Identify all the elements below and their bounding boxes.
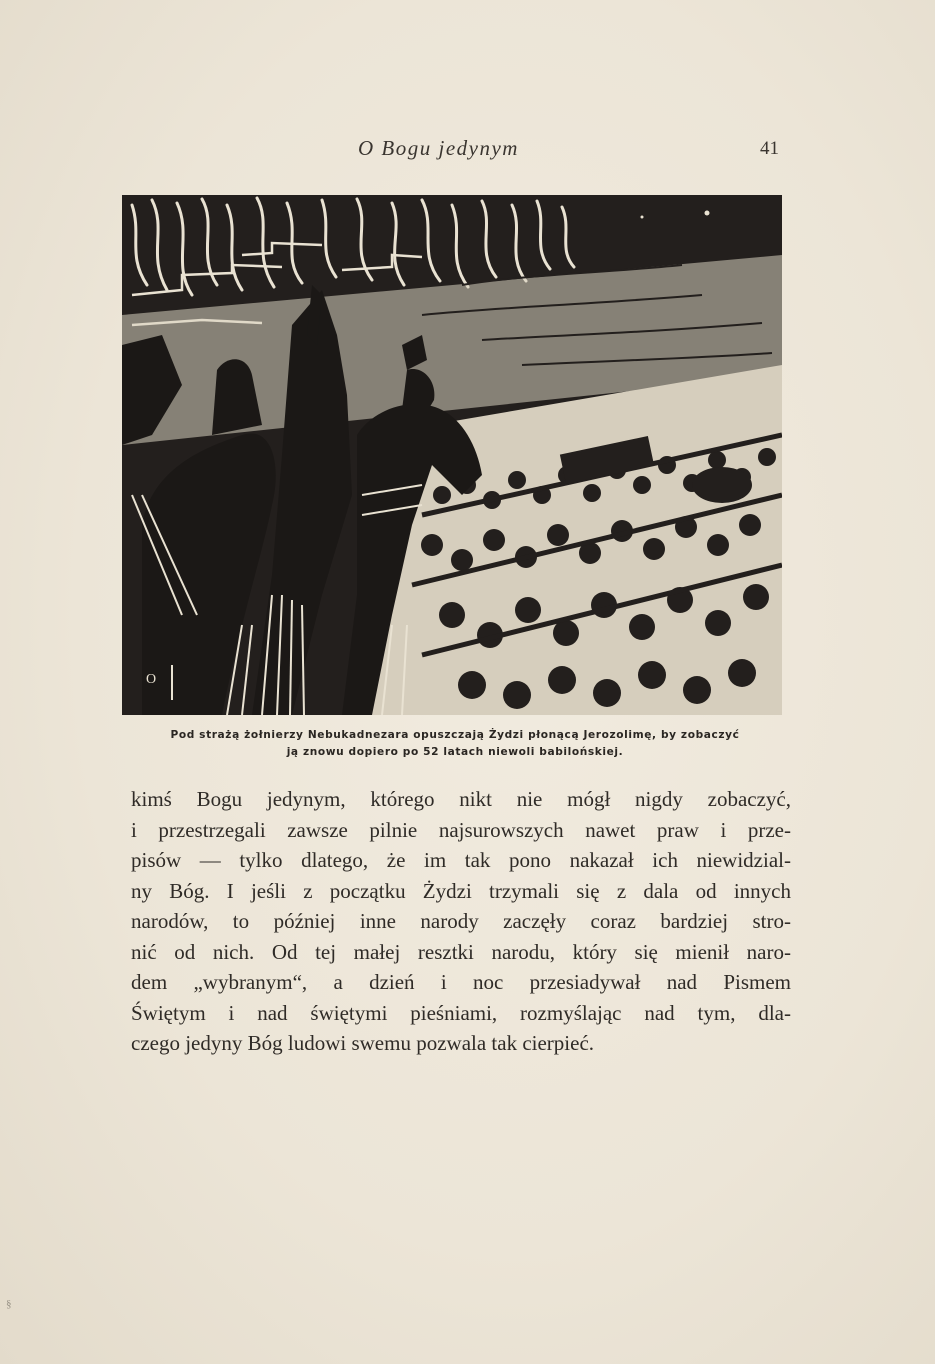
text-line: dem „wybranym“, a dzień i noc przesiadywał nad Pismem xyxy=(131,970,791,994)
text-line: czego jedyny Bóg ludowi swemu pozwala tak cierpieć. xyxy=(131,1031,595,1055)
figure-caption xyxy=(120,727,790,761)
margin-mark-icon: § xyxy=(6,1298,12,1310)
text-line: pisów — tylko dlatego, że im tak pono nakazał ich niewidzial- xyxy=(131,848,791,872)
page-number: 41 xyxy=(760,138,779,159)
body-paragraph xyxy=(131,784,791,1059)
woodcut-illustration xyxy=(122,195,782,715)
running-title: O Bogu jedynym xyxy=(358,136,519,160)
caption-line: Pod strażą żołnierzy Nebukadnezara opuszczają Żydzi płonącą Jerozolimę, by zobaczyć xyxy=(170,729,740,741)
text-line: narodów, to później inne narody zaczęły coraz bardziej stro- xyxy=(131,909,791,933)
text-line: kimś Bogu jedynym, którego nikt nie mógł nigdy zobaczyć, xyxy=(131,787,791,811)
text-line: nić od nich. Od tej małej resztki narodu, który się mienił naro- xyxy=(131,939,791,964)
running-head xyxy=(0,136,935,166)
text-line: i przestrzegali zawsze pilnie najsurowszych nawet praw i prze- xyxy=(131,817,791,842)
text-line: ny Bóg. I jeśli z początku Żydzi trzymali się z dala od innych xyxy=(131,878,791,903)
illustration-signature: O xyxy=(146,672,157,687)
caption-line: ją znowu dopiero po 52 latach niewoli babilońskiej. xyxy=(286,746,624,758)
text-line: Świętym i nad świętymi pieśniami, rozmyślając nad tym, dla- xyxy=(131,1000,791,1025)
